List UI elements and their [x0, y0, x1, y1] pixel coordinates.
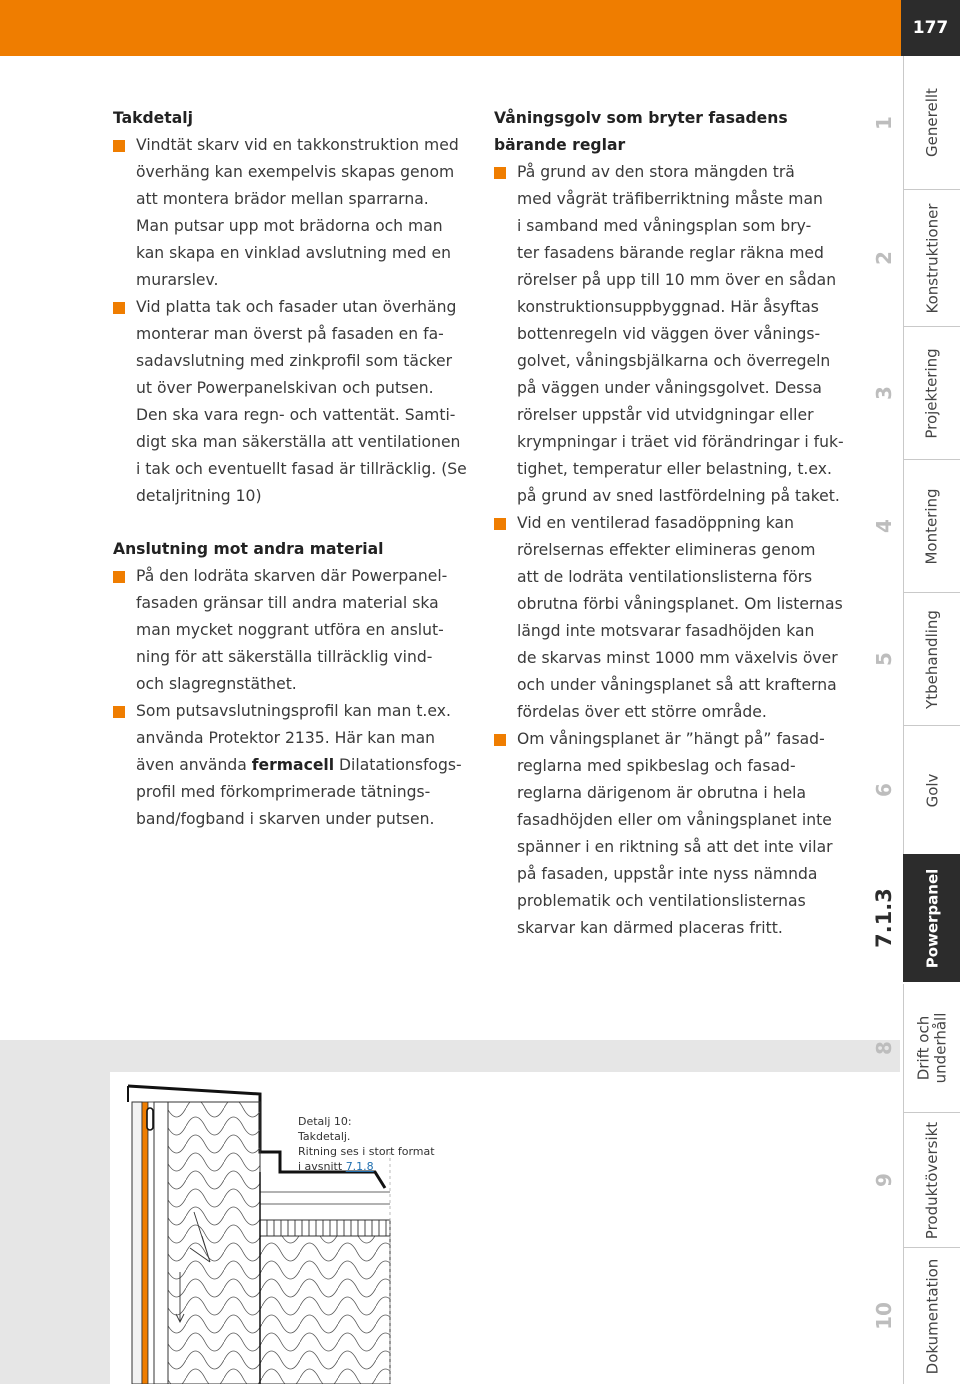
chapter-number: 7.1.3 [872, 888, 897, 948]
text-line: spänner i en riktning så att det inte vilar [517, 838, 833, 856]
text-line: de skarvas minst 1000 mm växelvis över [517, 649, 838, 667]
text-line: och slagregnstäthet. [136, 675, 297, 693]
text-line: Vid platta tak och fasader utan överhäng [136, 298, 457, 316]
section-link[interactable]: 7.1.8 [345, 1160, 374, 1173]
text-line: band/fogband i skarven under putsen. [136, 810, 435, 828]
text-line: På grund av den stora mängden trä [517, 163, 795, 181]
bullet-item [113, 132, 473, 294]
text-line: i tak och eventuellt fasad är tillräcklig. (Se [136, 460, 467, 478]
figure-caption [298, 1114, 435, 1174]
text-line: rörelser uppstår vid utvidgningar eller [517, 406, 814, 424]
text-line: golvet, våningsbjälkarna och överregeln [517, 352, 831, 370]
chapter-number: 2 [871, 251, 896, 265]
text-line: murarslev. [136, 271, 219, 289]
text-line: i samband med våningsplan som bry- [517, 217, 812, 235]
text-line: Vid en ventilerad fasadöppning kan [517, 514, 794, 532]
wall-insulation [168, 1102, 260, 1384]
caption-line: Takdetalj. [298, 1130, 351, 1143]
wall-stud [154, 1102, 168, 1384]
text-line: fasadhöjden eller om våningsplanet inte [517, 811, 832, 829]
sidebar-item-drift-och-underhall[interactable] [862, 984, 960, 1112]
text-line [136, 752, 473, 779]
text-line: med vågrät träfiberriktning måste man [517, 190, 823, 208]
text-line: obrutna förbi våningsplanet. Om listernas [517, 595, 843, 613]
bullet-item [494, 159, 854, 510]
chapter-label: Ytbehandling [903, 593, 960, 725]
sidebar-item-konstruktioner[interactable] [862, 190, 960, 326]
text-line: Man putsar upp mot brädorna och man [136, 217, 443, 235]
sidebar-item-dokumentation[interactable] [862, 1248, 960, 1384]
text-line: rörelsernas effekter elimineras genom [517, 541, 816, 559]
text-line: ter fasadens bärande reglar räkna med [517, 244, 824, 262]
left-column [113, 105, 473, 833]
bullet-item [494, 510, 854, 726]
text-line: att de lodräta ventilationslisterna förs [517, 568, 813, 586]
page-number: 177 [901, 0, 960, 56]
header-bar [0, 0, 901, 56]
bullet-list [113, 563, 473, 833]
caption-line: Detalj 10: [298, 1115, 352, 1128]
sidebar-item-generellt[interactable] [862, 56, 960, 189]
text-line: på grund av sned lastfördelning på taket. [517, 487, 840, 505]
bullet-list [113, 132, 473, 510]
caption-text: i avsnitt [298, 1160, 346, 1173]
text-line: längd inte motsvarar fasadhöjden kan [517, 622, 815, 640]
roof-insulation [260, 1236, 390, 1384]
bullet-item [494, 726, 854, 942]
bullet-item [113, 698, 473, 833]
powerpanel-strip [142, 1102, 148, 1384]
text-line: på väggen under våningsgolvet. Dessa [517, 379, 822, 397]
batten [148, 1102, 154, 1384]
text-line: Den ska vara regn- och vattentät. Samti- [136, 406, 456, 424]
chapter-number: 1 [871, 115, 896, 130]
chapter-number: 4 [871, 519, 896, 533]
text-line: monterar man överst på fasaden en fa- [136, 325, 444, 343]
chapter-number: 6 [871, 783, 896, 797]
text-fragment: även använda [136, 756, 252, 774]
sidebar-item-ytbehandling[interactable] [862, 593, 960, 725]
text-line: profil med förkomprimerade tätnings- [136, 783, 431, 801]
chapter-label: Konstruktioner [903, 190, 960, 326]
chapter-number: 5 [871, 652, 896, 666]
caption-line [298, 1159, 435, 1174]
text-line: skarvar kan därmed placeras fritt. [517, 919, 783, 937]
sidebar-item-projektering[interactable] [862, 327, 960, 459]
bullet-item [113, 294, 473, 510]
text-line: använda Protektor 2135. Här kan man [136, 729, 436, 747]
text-line: rörelser på upp till 10 mm över en sådan [517, 271, 837, 289]
sidebar-item-montering[interactable] [862, 460, 960, 592]
sidebar-item-powerpanel[interactable] [862, 854, 960, 982]
heading-anslutning: Anslutning mot andra material [113, 540, 384, 558]
caption-line: Ritning ses i stort format [298, 1145, 435, 1158]
heading-line: Våningsgolv som bryter fasadens [494, 109, 788, 127]
text-line: konstruktionsuppbyggnad. Här åsyftas [517, 298, 819, 316]
chapter-label: Generellt [903, 56, 960, 189]
bullet-item [113, 563, 473, 698]
text-line: Som putsavslutningsprofil kan man t.ex. [136, 702, 451, 720]
text-line: och under våningsplanet så att krafterna [517, 676, 837, 694]
text-line: På den lodräta skarven där Powerpanel- [136, 567, 448, 585]
heading-vaningsgolv [494, 105, 854, 159]
heading-line: bärande reglar [494, 136, 626, 154]
chapter-label: Projektering [903, 327, 960, 459]
right-column [494, 105, 854, 942]
text-line: bottenregeln vid väggen över vånings- [517, 325, 821, 343]
text-line: överhäng kan exempelvis skapas genom [136, 163, 455, 181]
chapter-label: Drift och underhåll [903, 984, 960, 1112]
chapter-number: 3 [871, 386, 896, 400]
roof-slats [260, 1220, 390, 1236]
text-line: Om våningsplanet är ”hängt på” fasad- [517, 730, 825, 748]
chapter-number: 9 [871, 1173, 896, 1187]
chapter-label: Montering [903, 460, 960, 592]
heading-takdetalj: Takdetalj [113, 109, 193, 127]
chapter-number: 8 [871, 1041, 896, 1055]
chapter-label: Dokumentation [903, 1248, 960, 1384]
chapter-number: 10 [872, 1302, 896, 1330]
text-line: detaljritning 10) [136, 487, 262, 505]
text-line: fördelas över ett större område. [517, 703, 767, 721]
text-line: tighet, temperatur eller belastning, t.ex. [517, 460, 832, 478]
text-line: problematik och ventilationslisternas [517, 892, 806, 910]
chapter-label: Produktöversikt [903, 1113, 960, 1247]
text-line: fasaden gränsar till andra material ska [136, 594, 439, 612]
text-line: att montera brädor mellan sparrarna. [136, 190, 429, 208]
text-line: man mycket noggrant utföra en anslut- [136, 621, 444, 639]
sidebar-item-golv[interactable] [862, 726, 960, 854]
brand-name: fermacell [251, 756, 335, 774]
bullet-list [494, 159, 854, 942]
text-fragment: Dilatationsfogs- [334, 756, 462, 774]
text-line: ut över Powerpanelskivan och putsen. [136, 379, 434, 397]
vent-slot [147, 1108, 153, 1130]
text-line: reglarna med spikbeslag och fasad- [517, 757, 796, 775]
text-line: ning för att säkerställa tillräcklig vind- [136, 648, 433, 666]
text-line: sadavslutning med zinkprofil som täcker [136, 352, 452, 370]
text-line: digt ska man säkerställa att ventilationen [136, 433, 461, 451]
text-line: på fasaden, uppstår inte nyss nämnda [517, 865, 818, 883]
text-line: Vindtät skarv vid en takkonstruktion med [136, 136, 459, 154]
chapter-label: Powerpanel [903, 854, 960, 982]
text-line: kan skapa en vinklad avslutning med en [136, 244, 451, 262]
text-line: krympningar i träet vid förändringar i fuk- [517, 433, 844, 451]
sidebar-item-produktoversikt[interactable] [862, 1113, 960, 1247]
text-line: reglarna därigenom är obrutna i hela [517, 784, 807, 802]
chapter-sidebar [862, 56, 960, 1384]
facade-board [132, 1102, 142, 1384]
chapter-label: Golv [903, 726, 960, 854]
